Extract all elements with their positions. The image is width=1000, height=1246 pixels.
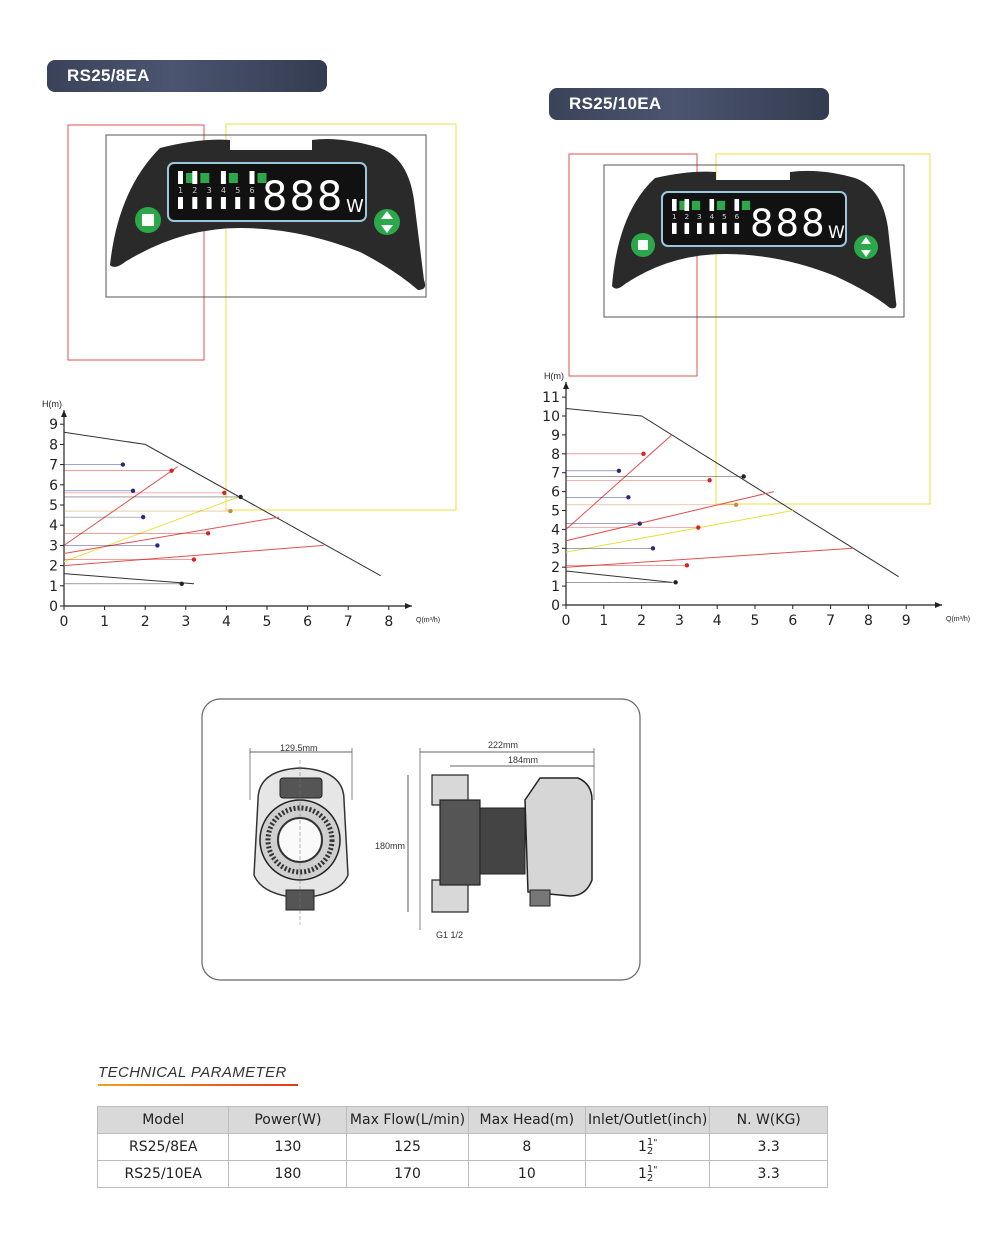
io-num: 1 [646, 1137, 654, 1148]
y-tick-label: 6 [49, 477, 58, 494]
cell-flow: 170 [347, 1161, 468, 1188]
x-tick-label: 5 [750, 613, 760, 629]
y-axis-label: H(m) [544, 371, 564, 381]
y-tick-label: 3 [49, 538, 58, 555]
y-tick-label: 0 [49, 599, 58, 615]
y-tick-label: 2 [551, 560, 560, 577]
cell-power: 180 [229, 1161, 347, 1188]
pump-side-view [408, 748, 594, 930]
io-den: 2 [646, 1146, 654, 1157]
speed-number: 5 [235, 186, 241, 195]
x-tick-label: 7 [343, 614, 353, 630]
io-num: 1 [646, 1164, 654, 1175]
cell-weight: 3.3 [710, 1134, 828, 1161]
tech-table [97, 1106, 828, 1188]
y-tick-label: 5 [49, 498, 58, 514]
tech-title: TECHNICAL PARAMETER [98, 1064, 287, 1081]
cell-head: 8 [468, 1134, 585, 1161]
x-tick-label: 2 [637, 613, 647, 629]
title-underline [98, 1084, 298, 1086]
y-tick-label: 1 [551, 579, 560, 596]
y-axis-label: H(m) [42, 399, 62, 409]
power-unit: W [346, 196, 364, 217]
dim-height: 180mm [375, 841, 406, 851]
y-tick-label: 8 [49, 437, 58, 454]
y-tick-label: 9 [49, 417, 58, 434]
cell-model: RS25/8EA [98, 1134, 229, 1161]
y-tick-label: 3 [551, 541, 560, 558]
cell-weight: 3.3 [710, 1161, 828, 1188]
cell-power: 130 [229, 1134, 347, 1161]
cell-inlet-outlet [586, 1134, 710, 1161]
speed-number: 2 [684, 212, 690, 222]
y-tick-label: 0 [551, 598, 560, 614]
x-tick-label: 3 [181, 614, 191, 630]
y-tick-label: 7 [49, 457, 58, 474]
y-tick-label: 1 [49, 578, 58, 595]
x-tick-label: 4 [712, 613, 722, 629]
y-tick-label: 8 [551, 446, 560, 463]
y-tick-label: 4 [551, 522, 560, 539]
x-tick-label: 6 [303, 614, 313, 630]
dim-thread: G1 1/2 [436, 930, 464, 940]
table-header-row [98, 1107, 828, 1134]
x-tick-label: 4 [221, 614, 231, 630]
speed-number: 5 [722, 212, 727, 222]
model-tag-left: RS25/8EA [47, 60, 327, 92]
table-row [98, 1134, 828, 1161]
y-tick-label: 11 [542, 390, 560, 407]
x-axis-label: Q(m³/h) [946, 616, 971, 623]
power-readout: 888 [262, 174, 345, 220]
speed-number: 4 [220, 186, 226, 195]
speed-number: 3 [697, 212, 702, 222]
cell-head: 10 [468, 1161, 585, 1188]
io-mark: " [653, 1165, 658, 1176]
x-tick-label: 1 [599, 613, 609, 629]
dim-length-total: 222mm [488, 740, 519, 750]
x-tick-label: 2 [140, 614, 150, 630]
y-tick-label: 6 [551, 484, 560, 501]
x-tick-label: 7 [826, 613, 836, 629]
io-whole: 1 [637, 1166, 647, 1182]
cell-model: RS25/10EA [98, 1161, 229, 1188]
pump-front-view [250, 748, 352, 925]
col-header: Model [98, 1107, 229, 1134]
y-tick-label: 10 [542, 409, 560, 425]
model-tag-right: RS25/10EA [549, 88, 829, 120]
col-header: N. W(KG) [710, 1107, 828, 1134]
speed-number: 3 [206, 186, 212, 195]
x-tick-label: 0 [561, 613, 571, 629]
cell-flow: 125 [347, 1134, 468, 1161]
speed-number: 2 [192, 186, 198, 195]
x-tick-label: 1 [100, 614, 110, 630]
dim-width-front: 129.5mm [280, 743, 318, 753]
x-axis-label: Q(m³/h) [416, 617, 441, 624]
io-mark: " [653, 1138, 658, 1149]
speed-number: 6 [734, 212, 740, 222]
x-tick-label: 9 [901, 613, 911, 629]
x-tick-label: 3 [674, 613, 684, 629]
x-tick-label: 0 [59, 614, 69, 630]
x-tick-label: 6 [788, 613, 798, 629]
dim-length-body: 184mm [508, 755, 539, 765]
col-header: Max Head(m) [468, 1107, 585, 1134]
io-den: 2 [646, 1173, 654, 1184]
y-tick-label: 4 [49, 518, 58, 535]
y-tick-label: 5 [551, 503, 560, 520]
speed-number: 1 [672, 212, 677, 222]
x-tick-label: 5 [262, 614, 272, 630]
y-tick-label: 9 [551, 427, 560, 444]
power-unit: W [828, 223, 845, 243]
speed-number: 6 [249, 186, 255, 195]
y-tick-label: 7 [551, 465, 560, 482]
col-header: Inlet/Outlet(inch) [586, 1107, 710, 1134]
speed-number: 1 [178, 186, 184, 195]
speed-number: 4 [709, 212, 715, 222]
cell-inlet-outlet [586, 1161, 710, 1188]
table-row [98, 1161, 828, 1188]
io-whole: 1 [637, 1139, 647, 1155]
col-header: Max Flow(L/min) [347, 1107, 468, 1134]
y-tick-label: 2 [49, 558, 58, 575]
x-tick-label: 8 [384, 614, 394, 630]
col-header: Power(W) [229, 1107, 347, 1134]
power-readout: 888 [750, 202, 827, 245]
x-tick-label: 8 [863, 613, 873, 629]
